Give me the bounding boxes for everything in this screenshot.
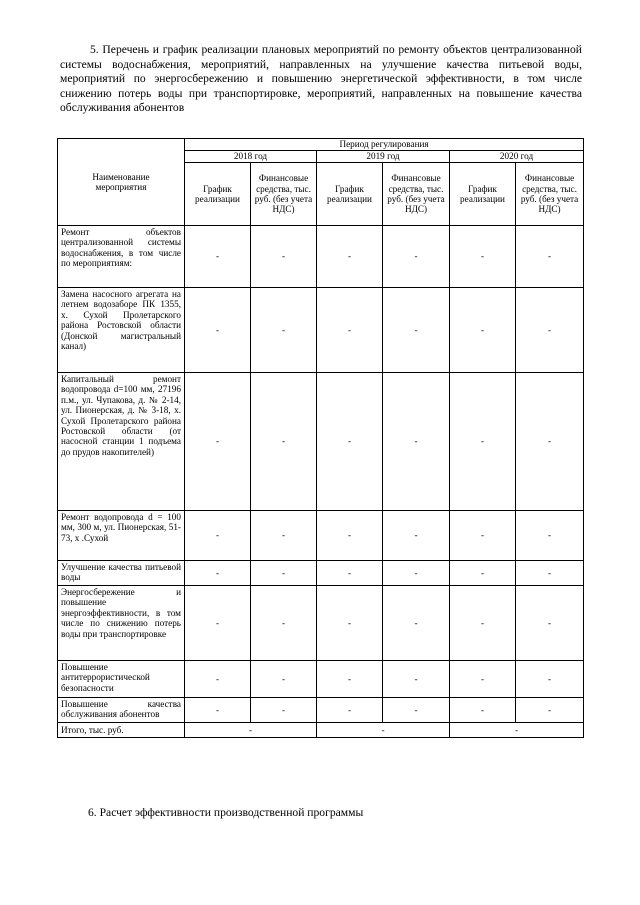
section-5-heading: 5. Перечень и график реализации плановых мероприятий по ремонту объектов централизованной системы водоснабжения, мероприятий, направленных на улучшение качества питьевой воды, мероприятий по энергосбережению и повышению энергетической эффективности, в том числе снижению потерь воды при транспортировке, мероприятий, направленных на повышение качества обслуживания абонентов xyxy=(60,43,582,115)
cell-value: - xyxy=(251,698,317,723)
cell-value: - xyxy=(516,698,584,723)
cell-value: - xyxy=(516,288,584,373)
cell-value: - xyxy=(317,226,383,288)
finance-header: Финансовые средства, тыс. руб. (без учета НДС) xyxy=(383,163,450,226)
cell-value: - xyxy=(251,288,317,373)
cell-value: - xyxy=(450,561,516,586)
cell-value: - xyxy=(516,511,584,561)
finance-header: Финансовые средства, тыс. руб. (без учета НДС) xyxy=(516,163,584,226)
cell-value: - xyxy=(185,226,251,288)
row-name: Ремонт водопровода d = 100 мм, 300 м, ул. Пионерская, 51-73, х .Сухой xyxy=(58,511,185,561)
row-name: Капитальный ремонт водопровода d=100 мм, 27196 п.м., ул. Чупакова, д. № 2-14, ул. Пионерская, д. № 3-18, х. Сухой Пролетарского района Ростовской области (от насосной станции 1 подъема до прудов накопителей) xyxy=(58,373,185,511)
cell-value: - xyxy=(251,511,317,561)
row-name: Улучшение качества питьевой воды xyxy=(58,561,185,586)
finance-header: Финансовые средства, тыс. руб. (без учета НДС) xyxy=(251,163,317,226)
row-name: Ремонт объектов централизованной системы водоснабжения, в том числе по мероприятиям: xyxy=(58,226,185,288)
name-column-header: Наименование мероприятия xyxy=(58,139,185,226)
cell-value: - xyxy=(450,698,516,723)
cell-value: - xyxy=(516,661,584,698)
cell-value: - xyxy=(450,226,516,288)
table-row xyxy=(58,511,584,561)
schedule-header: График реализации xyxy=(317,163,383,226)
cell-value: - xyxy=(317,661,383,698)
cell-value: - xyxy=(450,511,516,561)
cell-value: - xyxy=(383,561,450,586)
cell-value: - xyxy=(317,586,383,661)
cell-value: - xyxy=(516,561,584,586)
cell-value: - xyxy=(185,511,251,561)
total-row xyxy=(58,723,584,738)
cell-value: - xyxy=(185,661,251,698)
row-name: Повышение качества обслуживания абонентов xyxy=(58,698,185,723)
cell-value: - xyxy=(317,373,383,511)
cell-value: - xyxy=(317,561,383,586)
row-name: Повышение антитеррористической безопасности xyxy=(58,661,185,698)
cell-value: - xyxy=(185,373,251,511)
total-value: - xyxy=(185,723,317,738)
total-label: Итого, тыс. руб. xyxy=(58,723,185,738)
cell-value: - xyxy=(317,698,383,723)
table-row xyxy=(58,698,584,723)
cell-value: - xyxy=(383,226,450,288)
cell-value: - xyxy=(317,511,383,561)
cell-value: - xyxy=(516,373,584,511)
cell-value: - xyxy=(383,373,450,511)
cell-value: - xyxy=(383,698,450,723)
plan-table xyxy=(57,138,584,738)
table-row xyxy=(58,661,584,698)
year-header: 2018 год xyxy=(185,151,317,163)
cell-value: - xyxy=(251,561,317,586)
cell-value: - xyxy=(516,226,584,288)
cell-value: - xyxy=(383,288,450,373)
cell-value: - xyxy=(251,373,317,511)
cell-value: - xyxy=(185,698,251,723)
schedule-header: График реализации xyxy=(450,163,516,226)
cell-value: - xyxy=(383,511,450,561)
table-row xyxy=(58,561,584,586)
cell-value: - xyxy=(383,661,450,698)
row-name: Замена насосного агрегата на летнем водозаборе ПК 1355, х. Сухой Пролетарского района Ростовской области (Донской магистральный канал) xyxy=(58,288,185,373)
year-header: 2019 год xyxy=(317,151,450,163)
cell-value: - xyxy=(317,288,383,373)
row-name: Энергосбережение и повышение энергоэффективности, в том числе по снижению потерь воды при транспортировке xyxy=(58,586,185,661)
cell-value: - xyxy=(251,661,317,698)
cell-value: - xyxy=(251,226,317,288)
table-row xyxy=(58,226,584,288)
cell-value: - xyxy=(251,586,317,661)
cell-value: - xyxy=(450,288,516,373)
table-row xyxy=(58,586,584,661)
cell-value: - xyxy=(450,586,516,661)
schedule-header: График реализации xyxy=(185,163,251,226)
cell-value: - xyxy=(450,661,516,698)
total-value: - xyxy=(317,723,450,738)
cell-value: - xyxy=(450,373,516,511)
table-row xyxy=(58,373,584,511)
cell-value: - xyxy=(185,586,251,661)
section-6-heading: 6. Расчет эффективности производственной программы xyxy=(88,806,364,819)
cell-value: - xyxy=(383,586,450,661)
period-header: Период регулирования xyxy=(185,139,584,151)
cell-value: - xyxy=(185,288,251,373)
cell-value: - xyxy=(516,586,584,661)
total-value: - xyxy=(450,723,584,738)
table-row xyxy=(58,288,584,373)
year-header: 2020 год xyxy=(450,151,584,163)
cell-value: - xyxy=(185,561,251,586)
